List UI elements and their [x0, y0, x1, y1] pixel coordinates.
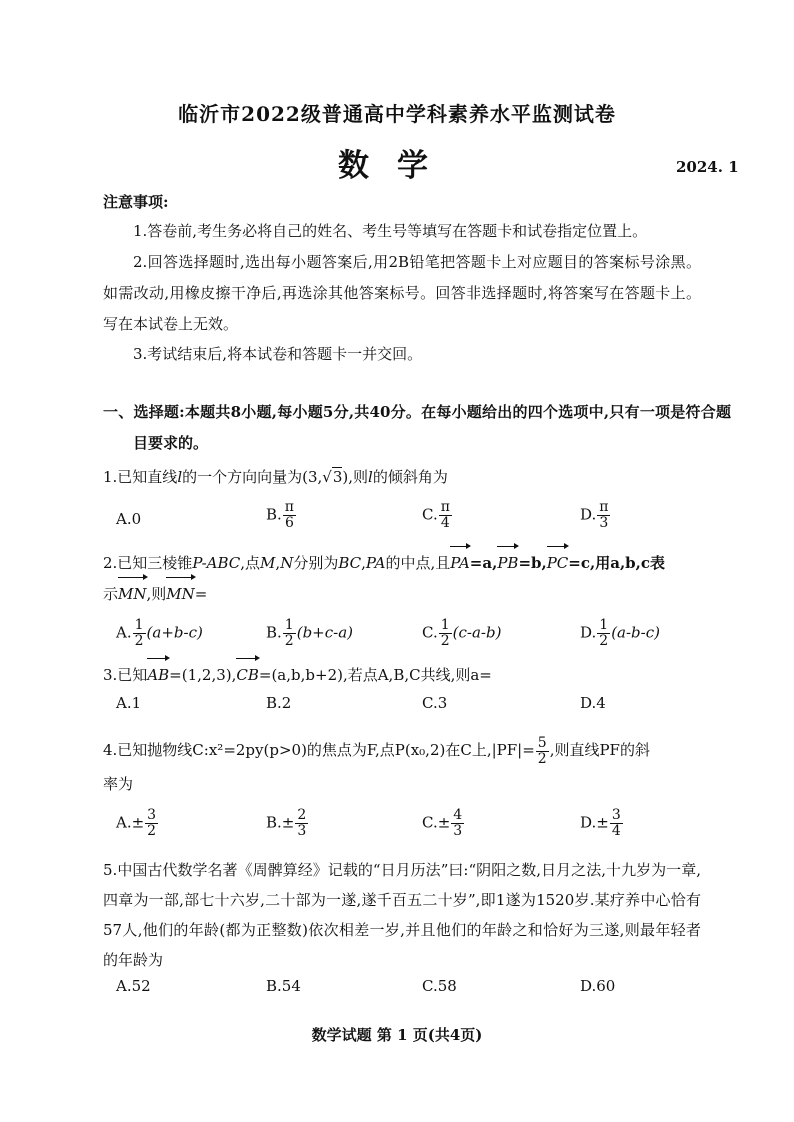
question-5-stem: 5.中国古代数学名著《周髀算经》记载的“日月历法”曰:“阴阳之数,日月之法,十九岁为一章,四章为一部,部七十六岁,二十部为一遂,遂千百五二十岁”,即1遂为1520岁.某疗养中心恰有57人,他们的年龄(都为正整数)依次相差一岁,并且他们的年龄之和恰好为三遂,则最年轻者的年龄为 [103, 861, 701, 969]
q1-option-c: C. $\frac{\pi}{4}$ [422, 499, 450, 531]
page-footer: 数学试题 第 1 页(共4页) [311, 1026, 483, 1044]
q5-option-a: A.52 [116, 977, 151, 995]
q1-option-d: D. $\frac{\pi}{3}$ [580, 499, 609, 531]
subject-title: 数学 [338, 148, 456, 184]
notice-item-2: 2.回答选择题时,选出每小题答案后,用2B铅笔把答题卡上对应题目的答案标号涂黑。如需改动,用橡皮擦干净后,再选涂其他答案标号。回答非选择题时,将答案写在答题卡上。写在本试卷上无效。 [103, 253, 701, 333]
q1-option-b: B. $\frac{\pi}{6}$ [266, 499, 294, 531]
exam-title: 临沂市2022级普通高中学科素养水平监测试卷 [178, 102, 616, 126]
question-2-stem: 2.已知三棱锥P-ABC,点M,N分别为BC,PA的中点,且PA=a,PB=b,PC=c,用a,b,c表 示MN,则MN= [103, 548, 703, 610]
q4-option-b: B.± $\frac{2}{3}$ [266, 807, 307, 839]
q3-option-b: B.2 [266, 694, 292, 712]
question-1-stem: 1.已知直线l的一个方向向量为(3,√3),则l的倾斜角为 [103, 468, 448, 486]
notice-item-1: 1.答卷前,考生务必将自己的姓名、考生号等填写在答题卡和试卷指定位置上。 [133, 222, 648, 240]
q5-option-c: C.58 [422, 977, 457, 995]
q2-option-b: B. $\frac{1}{2}$ (b+c-a) [266, 617, 354, 649]
q2-option-c: C. $\frac{1}{2}$ (c-a-b) [422, 617, 502, 649]
q4-option-a: A.± $\frac{3}{2}$ [116, 807, 157, 839]
notice-item-3: 3.考试结束后,将本试卷和答题卡一并交回。 [133, 345, 423, 363]
q4-option-c: C.± $\frac{4}{3}$ [422, 807, 463, 839]
question-4-stem: 4.已知抛物线C:x²=2py(p>0)的焦点为F,点P(x₀,2)在C上,|PF|= $\frac{5}{2}$ ,则直线PF的斜 率为 [103, 734, 650, 793]
q2-option-d: D. $\frac{1}{2}$ (a-b-c) [580, 617, 660, 649]
exam-date: 2024. 1 [676, 158, 739, 176]
q3-option-d: D.4 [580, 694, 606, 712]
q3-option-c: C.3 [422, 694, 448, 712]
q4-option-d: D.± $\frac{3}{4}$ [580, 807, 621, 839]
q2-option-a: A. $\frac{1}{2}$ (a+b-c) [116, 617, 203, 649]
q3-option-a: A.1 [116, 694, 142, 712]
q5-option-d: D.60 [580, 977, 616, 995]
notice-heading: 注意事项: [103, 193, 169, 211]
section-heading: 一、选择题:本题共8小题,每小题5分,共40分。在每小题给出的四个选项中,只有一项是符合题目要求的。 [103, 403, 731, 452]
q1-option-a: A.0 [116, 510, 142, 528]
q5-option-b: B.54 [266, 977, 301, 995]
question-3-stem: 3.已知AB=(1,2,3),CB=(a,b,b+2),若点A,B,C共线,则a= [103, 660, 703, 690]
